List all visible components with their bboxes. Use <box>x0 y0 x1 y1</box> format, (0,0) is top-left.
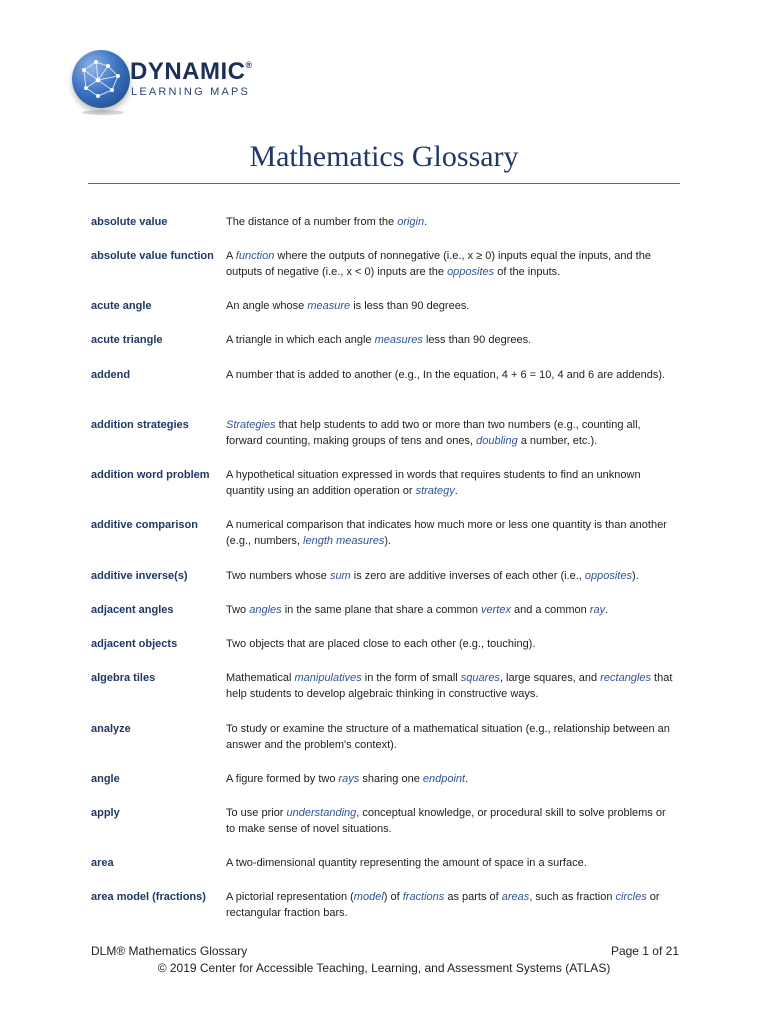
definition-text: is zero are additive inverses of each other (i.e., <box>350 570 585 582</box>
glossary-definition <box>226 889 676 921</box>
glossary-term: adjacent angles <box>91 604 174 616</box>
glossary-link[interactable]: areas <box>501 891 530 903</box>
definition-text: Two objects that are placed close to each other (e.g., touching). <box>226 638 536 650</box>
network-globe-icon <box>72 50 130 108</box>
definition-text: where the outputs of nonnegative (i.e., x ≥ 0) inputs equal the inputs, and the outputs of negative (i.e., x < 0) inputs are the <box>226 250 651 278</box>
glossary-definition <box>226 721 676 753</box>
definition-text: Two numbers whose <box>226 570 330 582</box>
glossary-definition <box>226 636 676 652</box>
glossary-definition <box>226 602 676 618</box>
definition-text: To study or examine the structure of a mathematical situation (e.g., relationship between an answer and the problem's context). <box>226 723 670 751</box>
logo-wordmark: DYNAMIC® <box>130 58 253 85</box>
definition-text: To use prior <box>226 807 287 819</box>
glossary-definition <box>226 248 676 280</box>
definition-text: and a common <box>510 604 590 616</box>
definition-text: Mathematical <box>226 672 295 684</box>
definition-text: . <box>454 485 458 497</box>
definition-text: or rectangular fraction bars. <box>226 891 660 919</box>
definition-text: that help students to develop algebraic thinking in constructive ways. <box>226 672 673 700</box>
definition-text: A number that is added to another (e.g., In the equation, 4 + 6 = 10, 4 and 6 are addends). <box>226 369 666 381</box>
glossary-term: acute triangle <box>91 334 163 346</box>
dlm-logo <box>72 50 272 116</box>
glossary-link[interactable]: rectangles <box>600 672 651 684</box>
glossary-term: absolute value <box>91 216 168 228</box>
glossary-definition <box>226 214 676 230</box>
definition-text: , large squares, and <box>499 672 601 684</box>
glossary-definition <box>226 771 676 787</box>
definition-text: ). <box>384 535 392 547</box>
glossary-definition <box>226 332 676 348</box>
glossary-term: addition strategies <box>91 419 189 431</box>
definition-text: of the inputs. <box>494 266 561 278</box>
glossary-term: adjacent objects <box>91 638 178 650</box>
glossary-term: apply <box>91 807 120 819</box>
glossary-link[interactable]: ray <box>589 604 606 616</box>
glossary-link[interactable]: angles <box>249 604 282 616</box>
footer-copyright: © 2019 Center for Accessible Teaching, Learning, and Assessment Systems (ATLAS) <box>157 961 611 975</box>
definition-text: less than 90 degrees. <box>422 334 532 346</box>
definition-text: is less than 90 degrees. <box>350 300 470 312</box>
glossary-term: analyze <box>91 723 131 735</box>
glossary-link[interactable]: function <box>235 250 275 262</box>
definition-text: An angle whose <box>226 300 308 312</box>
definition-text: A <box>226 250 236 262</box>
glossary-term: area model (fractions) <box>91 891 206 903</box>
definition-text: . <box>465 773 469 785</box>
definition-text: Two <box>226 604 250 616</box>
glossary-link[interactable]: sum <box>329 570 351 582</box>
definition-text: ) of <box>383 891 403 903</box>
definition-text: in the same plane that share a common <box>281 604 481 616</box>
glossary-link[interactable]: vertex <box>481 604 511 616</box>
glossary-link[interactable]: measure <box>307 300 351 312</box>
glossary-link[interactable]: endpoint <box>422 773 466 785</box>
definition-text: . <box>605 604 609 616</box>
footer-document-name: DLM® Mathematics Glossary <box>91 944 248 958</box>
glossary-term: absolute value function <box>91 250 214 262</box>
definition-text: The distance of a number from the <box>226 216 398 228</box>
glossary-definition <box>226 568 676 584</box>
definition-text: that help students to add two or more than two numbers (e.g., counting all, forward counting, making groups of tens and ones, <box>226 419 641 447</box>
definition-text: , conceptual knowledge, or procedural skill to solve problems or to make sense of novel situations. <box>226 807 666 835</box>
glossary-term: area <box>91 857 114 869</box>
glossary-term: algebra tiles <box>91 672 156 684</box>
glossary-definition <box>226 467 676 499</box>
glossary-definition <box>226 805 676 837</box>
glossary-link[interactable]: understanding <box>286 807 357 819</box>
definition-text: A hypothetical situation expressed in words that requires students to find an unknown quantity using an addition operation or <box>226 469 641 497</box>
glossary-term: addend <box>91 369 131 381</box>
glossary-definition <box>226 298 676 314</box>
glossary-term: acute angle <box>91 300 152 312</box>
glossary-term: additive inverse(s) <box>91 570 188 582</box>
glossary-term: angle <box>91 773 120 785</box>
title-divider <box>88 183 680 184</box>
definition-text: as parts of <box>444 891 502 903</box>
glossary-link[interactable]: length measures <box>303 535 385 547</box>
glossary-link[interactable]: doubling <box>476 435 518 447</box>
glossary-link[interactable]: rays <box>338 773 360 785</box>
definition-text: sharing one <box>359 773 423 785</box>
glossary-link[interactable]: Strategies <box>226 419 276 431</box>
definition-text: . <box>424 216 428 228</box>
glossary-definition <box>226 517 676 549</box>
logo-subtitle: LEARNING MAPS <box>131 86 251 98</box>
glossary-link[interactable]: squares <box>460 672 500 684</box>
definition-text: A figure formed by two <box>226 773 339 785</box>
glossary-link[interactable]: strategy <box>415 485 455 497</box>
footer-page-number: Page 1 of 21 <box>610 944 679 958</box>
definition-text: , such as fraction <box>529 891 616 903</box>
glossary-definition <box>226 670 676 702</box>
glossary-link[interactable]: origin <box>397 216 425 228</box>
definition-text: A pictorial representation ( <box>226 891 354 903</box>
definition-text: A triangle in which each angle <box>226 334 375 346</box>
glossary-definition <box>226 367 676 383</box>
definition-text: A numerical comparison that indicates how much more or less one quantity is than another (e.g., numbers, <box>226 519 667 547</box>
glossary-link[interactable]: manipulatives <box>294 672 362 684</box>
glossary-link[interactable]: model <box>353 891 384 903</box>
glossary-term: addition word problem <box>91 469 210 481</box>
glossary-definition <box>226 417 676 449</box>
glossary-link[interactable]: opposites <box>584 570 632 582</box>
definition-text: ). <box>631 570 639 582</box>
page-title: Mathematics Glossary <box>249 140 519 173</box>
definition-text: A two-dimensional quantity representing the amount of space in a surface. <box>226 857 587 869</box>
glossary-link[interactable]: fractions <box>402 891 445 903</box>
glossary-link[interactable]: circles <box>615 891 647 903</box>
glossary-definition <box>226 855 676 871</box>
glossary-link[interactable]: opposites <box>447 266 495 278</box>
definition-text: a number, etc.). <box>517 435 598 447</box>
glossary-link[interactable]: measures <box>374 334 423 346</box>
definition-text: in the form of small <box>361 672 461 684</box>
glossary-term: additive comparison <box>91 519 198 531</box>
